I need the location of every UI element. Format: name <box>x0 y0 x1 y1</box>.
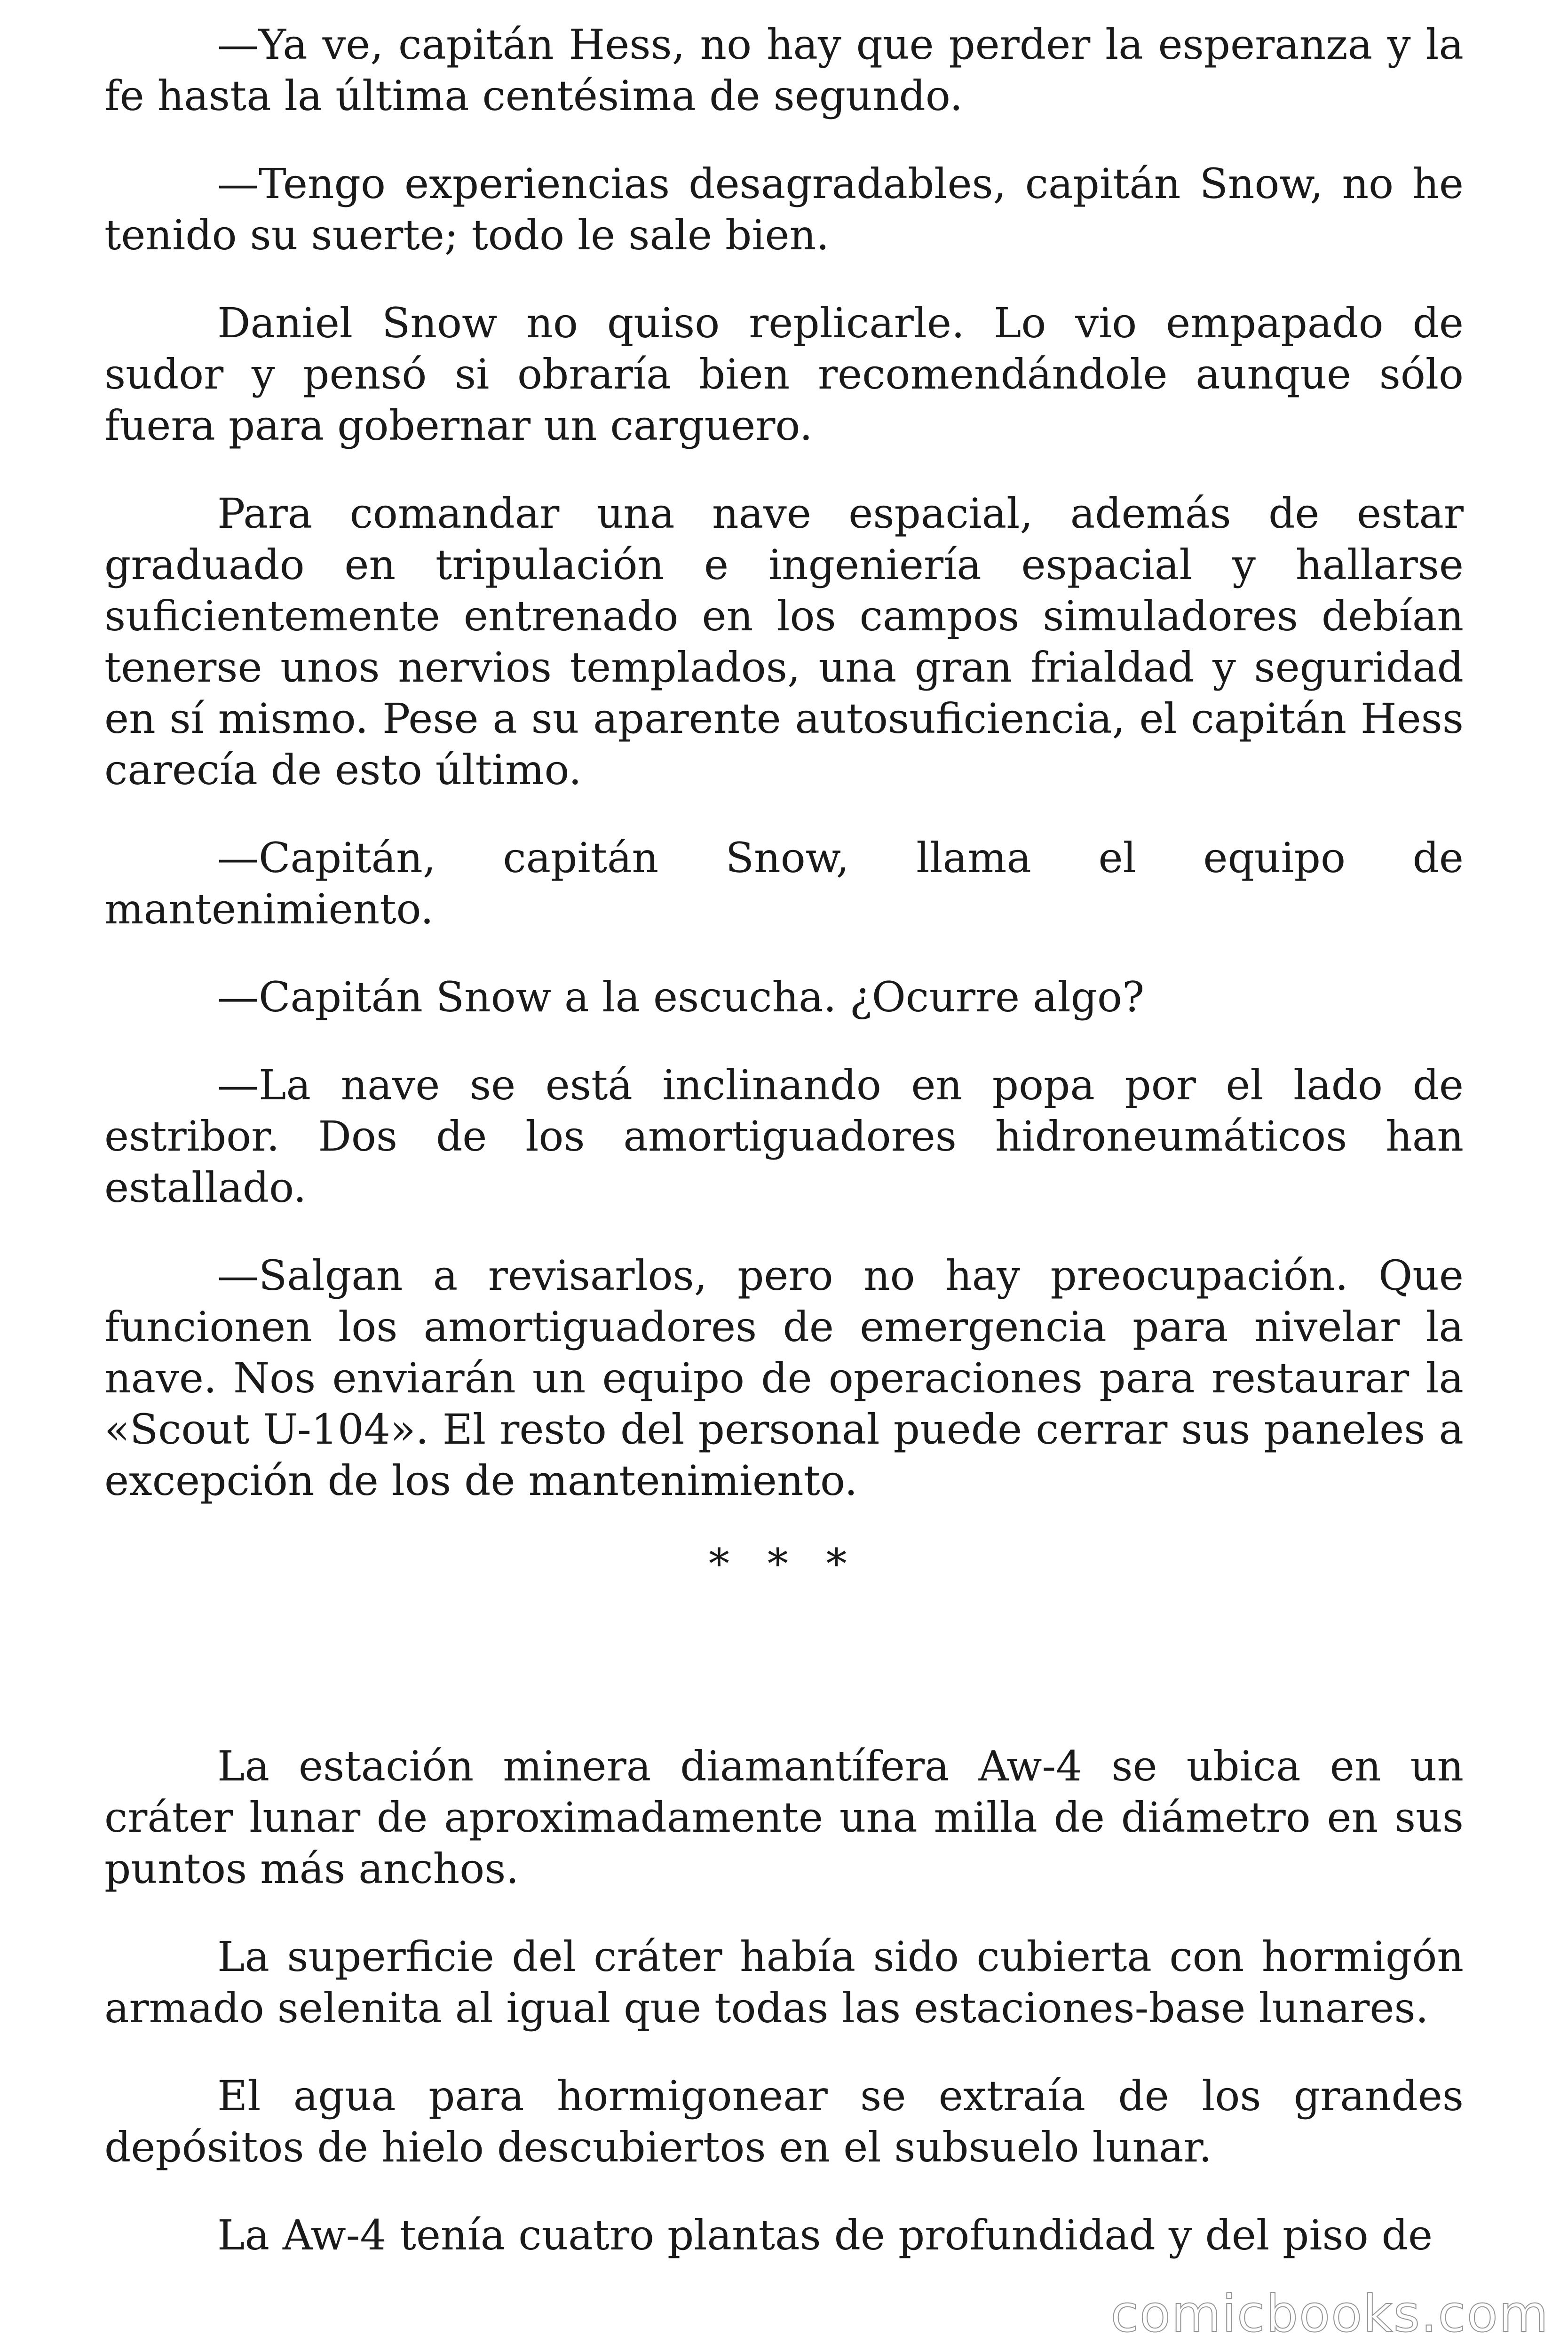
paragraph: El agua para hormigonear se extraía de los grandes depósitos de hielo descubiertos en el subsuelo lunar. <box>104 2072 1464 2171</box>
text-section-2 <box>104 1740 1464 2261</box>
paragraph: La superficie del cráter había sido cubierta con hormigón armado selenita al igual que todas las estaciones-base lunares. <box>104 1932 1464 2032</box>
section-separator: * * * <box>709 1540 859 1588</box>
paragraph: La estación minera diamantífera Aw-4 se ubica en un cráter lunar de aproximadamente una milla de diámetro en sus puntos más anchos. <box>104 1742 1464 1893</box>
paragraph: —Salgan a revisarlos, pero no hay preocupación. Que funcionen los amortiguadores de emergencia para nivelar la nave. Nos enviarán un equipo de operaciones para restaurar la «Scout U-104». El resto del personal puede cerrar sus paneles a excepción de los de mantenimiento. <box>104 1251 1464 1505</box>
paragraph: —Capitán Snow a la escucha. ¿Ocurre algo? <box>217 973 1145 1021</box>
text-section-1 <box>104 19 1464 1506</box>
paragraph: Daniel Snow no quiso replicarle. Lo vio empapado de sudor y pensó si obraría bien recomendándole aunque sólo fuera para gobernar un carguero. <box>104 299 1464 450</box>
paragraph: —Ya ve, capitán Hess, no hay que perder la esperanza y la fe hasta la última centésima de segundo. <box>104 20 1464 120</box>
paragraph: —Capitán, capitán Snow, llama el equipo de mantenimiento. <box>104 834 1464 933</box>
paragraph: —Tengo experiencias desagradables, capitán Snow, no he tenido su suerte; todo le sale bien. <box>104 159 1464 259</box>
watermark: comicbooks.com <box>1110 2285 1549 2344</box>
paragraph: La Aw-4 tenía cuatro plantas de profundidad y del piso de <box>217 2211 1433 2259</box>
paragraph: —La nave se está inclinando en popa por el lado de estribor. Dos de los amortiguadores hidroneumáticos han estallado. <box>104 1061 1464 1212</box>
paragraph: Para comandar una nave espacial, además de estar graduado en tripulación e ingeniería espacial y hallarse suficientemente entrenado en los campos simuladores debían tenerse unos nervios templados, una gran frialdad y seguridad en sí mismo. Pese a su aparente autosuficiencia, el capitán Hess carecía de esto último. <box>104 489 1464 794</box>
